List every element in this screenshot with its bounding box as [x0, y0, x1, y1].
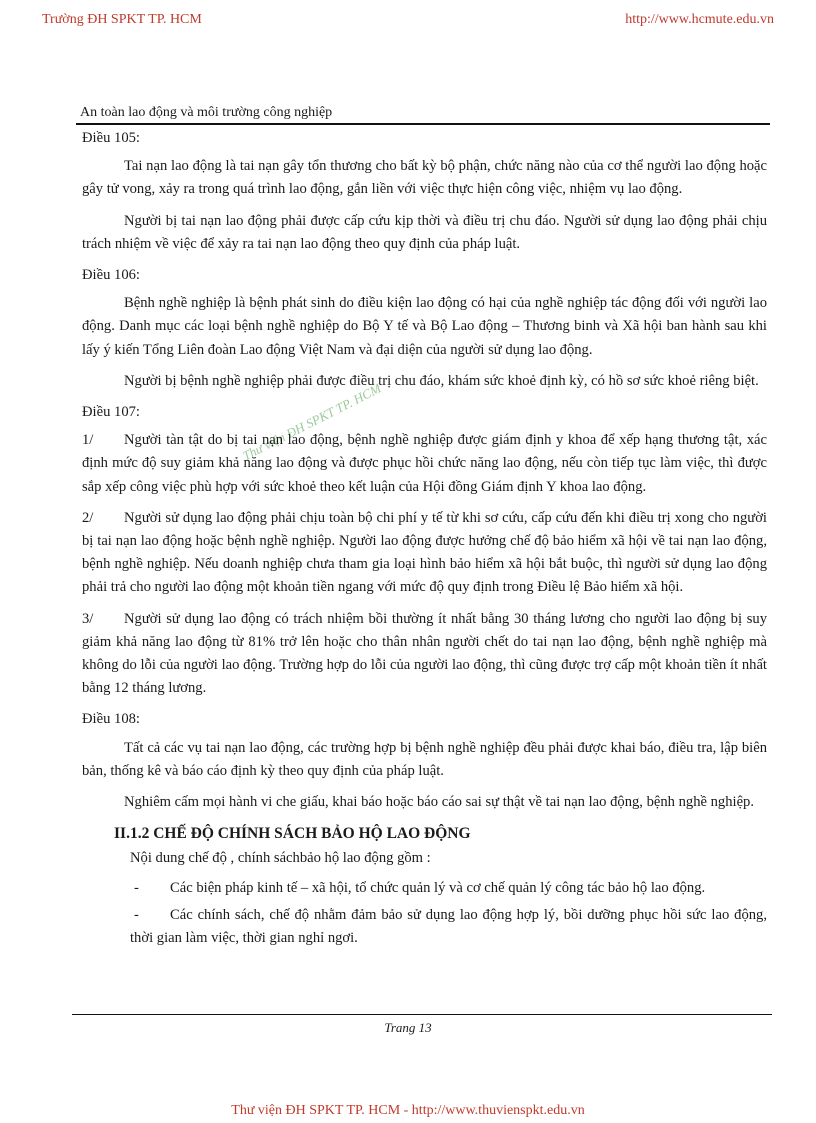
bullet-dash: -: [134, 879, 139, 896]
item-text: Người sử dụng lao động phải chịu toàn bộ chi phí y tế từ khi sơ cứu, cấp cứu đến khi điều trị xong cho người bị tai nạn lao động hoặc bệnh nghề nghiệp. Người lao động được hưởng chế độ bảo hiểm xã hội về tai nạn lao động, bệnh nghề nghiệp. Nếu doanh nghiệp chưa tham gia loại hình bảo hiểm xã hội bắt buộc, thì người sử dụng lao động phải trả cho người lao động một khoản tiền ngang với mức độ quy định trong Điều lệ Bảo hiểm xã hội.: [82, 509, 767, 596]
header-divider: [76, 123, 770, 125]
article-106-paragraph: Bệnh nghề nghiệp là bệnh phát sinh do điều kiện lao động có hại của nghề nghiệp tác động đối với người lao động. Danh mục các loại bệnh nghề nghiệp do Bộ Y tế và Bộ Lao động – Thương binh và Xã hội ban hành sau khi lấy ý kiến Tổng Liên đoàn Lao động Việt Nam và đại diện của người sử dụng lao động.: [82, 295, 767, 358]
article-107-title: Điều 107:: [82, 404, 140, 421]
bottom-footer[interactable]: Thư viện ĐH SPKT TP. HCM - http://www.thuvienspkt.edu.vn: [231, 1103, 585, 1118]
bullet-item: [130, 904, 767, 950]
bullet-item: [130, 877, 767, 900]
section-intro: Nội dung chế độ , chính sáchbảo hộ lao động gồm :: [130, 850, 431, 867]
footer-divider: [72, 1014, 772, 1015]
item-text: Người tàn tật do bị tai nạn lao động, bệnh nghề nghiệp được giám định y khoa để xếp hạng thương tật, xác định mức độ suy giảm khả năng lao động và được phục hồi chức năng lao động, nếu còn tiếp tục làm việc, thì được sắp xếp công việc phù hợp với sức khoẻ theo kết luận của Hội đồng Giám định Y khoa lao động.: [82, 432, 767, 495]
article-105-paragraph: Tai nạn lao động là tai nạn gây tổn thương cho bất kỳ bộ phận, chức năng nào của cơ thể người lao động hoặc gây tử vong, xảy ra trong quá trình lao động, gắn liền với việc thực hiện công việc, nhiệm vụ lao động.: [82, 158, 767, 198]
item-number: 3/: [82, 610, 94, 627]
page-number: Trang 13: [384, 1020, 432, 1035]
item-number: 2/: [82, 509, 94, 526]
page-content: [82, 127, 767, 954]
bullet-dash: -: [134, 906, 139, 923]
top-header-left: Trường ĐH SPKT TP. HCM: [42, 12, 202, 27]
top-header-url[interactable]: http://www.hcmute.edu.vn: [625, 12, 774, 27]
item-number: 1/: [82, 432, 94, 449]
article-107-item: [82, 507, 767, 600]
bullet-text: Các chính sách, chế độ nhằm đảm bảo sử dụng lao động hợp lý, bồi dưỡng phục hồi sức lao động, thời gian làm việc, thời gian nghỉ ngơi.: [130, 906, 767, 947]
article-105-title: Điều 105:: [82, 130, 140, 146]
article-105-paragraph: Người bị tai nạn lao động phải được cấp cứu kịp thời và điều trị chu đáo. Người sử dụng lao động phải chịu trách nhiệm về việc để xảy ra tai nạn lao động theo quy định của pháp luật.: [82, 212, 767, 252]
article-107-item: [82, 429, 767, 499]
section-heading: II.1.2 CHẾ ĐỘ CHÍNH SÁCH BẢO HỘ LAO ĐỘNG: [114, 825, 471, 843]
document-header: An toàn lao động và môi trường công nghiệp: [80, 105, 333, 120]
article-106-title: Điều 106:: [82, 267, 140, 284]
article-107-item: [82, 608, 767, 701]
item-text: Người sử dụng lao động có trách nhiệm bồi thường ít nhất bằng 30 tháng lương cho người lao động bị suy giảm khả năng lao động từ 81% trở lên hoặc cho thân nhân người chết do tai nạn lao động, bệnh nghề nghiệp mà không do lỗi của người lao động. Trường hợp do lỗi của người lao động, thì cũng được trợ cấp một khoản tiền ít nhất bằng 12 tháng lương.: [82, 610, 767, 697]
article-108-paragraph: Tất cả các vụ tai nạn lao động, các trường hợp bị bệnh nghề nghiệp đều phải được khai báo, điều tra, lập biên bản, thống kê và báo cáo định kỳ theo quy định của pháp luật.: [82, 739, 767, 779]
watermark: Thư viện ĐH SPKT TP. HCM: [240, 380, 384, 464]
article-108-paragraph: Nghiêm cấm mọi hành vi che giấu, khai báo hoặc báo cáo sai sự thật về tai nạn lao động, bệnh nghề nghiệp.: [124, 794, 754, 811]
bullet-text: Các biện pháp kinh tế – xã hội, tổ chức quản lý và cơ chế quản lý công tác bảo hộ lao động.: [170, 879, 706, 896]
article-106-paragraph: Người bị bệnh nghề nghiệp phải được điều trị chu đáo, khám sức khoẻ định kỳ, có hồ sơ sức khoẻ riêng biệt.: [124, 372, 759, 389]
article-108-title: Điều 108:: [82, 711, 140, 728]
